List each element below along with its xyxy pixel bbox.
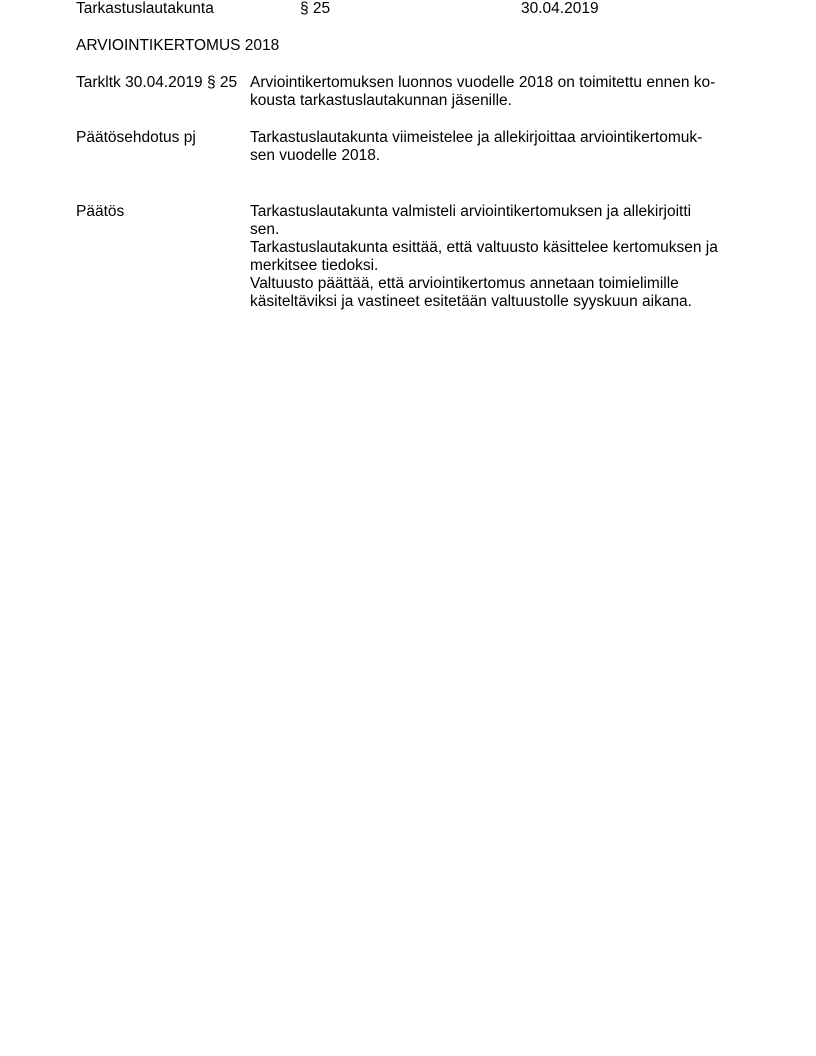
section-label: Tarkltk 30.04.2019 § 25 [76,74,238,91]
header-organization: Tarkastuslautakunta [76,0,214,17]
body-line: merkitsee tiedoksi. [250,257,379,274]
body-line: Tarkastuslautakunta esittää, että valtuusto käsittelee kertomuksen ja [250,239,718,256]
section-body [250,203,740,311]
body-line: sen vuodelle 2018. [250,147,381,164]
body-line: Valtuusto päättää, että arviointikertomus annetaan toimielimille [250,275,679,292]
body-line: Arviointikertomuksen luonnos vuodelle 2018 on toimitettu ennen ko- [250,74,716,91]
section-body [250,74,740,110]
section-label: Päätösehdotus pj [76,129,196,146]
document-title: ARVIOINTIKERTOMUS 2018 [76,37,280,54]
body-line: käsiteltäviksi ja vastineet esitetään valtuustolle syyskuun aikana. [250,293,692,310]
body-line: kousta tarkastuslautakunnan jäsenille. [250,92,512,109]
document-header [0,0,816,20]
section-body [250,129,740,165]
body-line: Tarkastuslautakunta valmisteli arviointikertomuksen ja allekirjoitti [250,203,692,220]
body-line: Tarkastuslautakunta viimeistelee ja allekirjoittaa arviointikertomuk- [250,129,703,146]
header-paragraph-number: § 25 [300,0,331,17]
header-date: 30.04.2019 [521,0,599,17]
body-line: sen. [250,221,280,238]
section-label: Päätös [76,203,125,220]
